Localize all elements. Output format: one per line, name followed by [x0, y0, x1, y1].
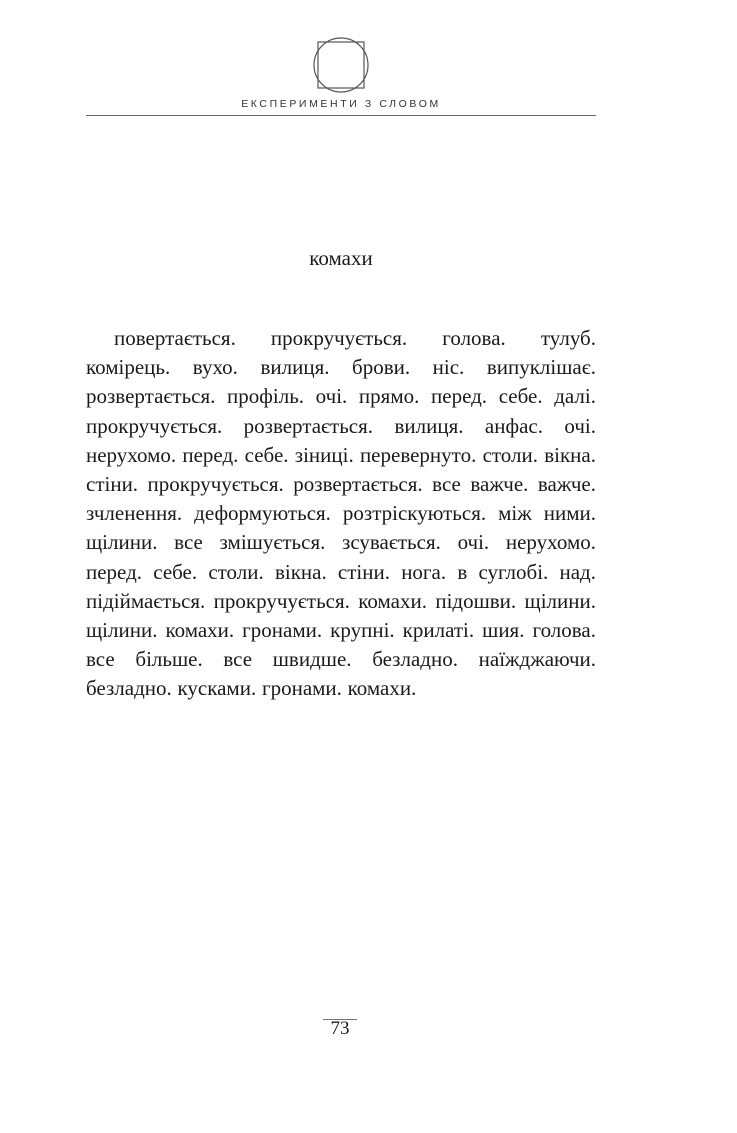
page-number: 73: [330, 1018, 350, 1039]
running-head: ЕКСПЕРИМЕНТИ З СЛОВОМ: [241, 98, 441, 110]
circle-square-emblem-icon: [312, 36, 370, 94]
poem-body: повертається. прокручується. голова. тулуб. комірець. вухо. вилиця. брови. ніс. випуклішає. розвертається. профіль. очі. прямо. перед. себе. далі. прокручується. розвертається. вилиця. анфас. очі. нерухомо. перед. себе. зіниці. перевернуто. столи. вікна. стіни. прокручується. розвертається. все важче. важче. зчленення. деформуються. розтріскуються. між ними. щілини. все змішується. зсувається. очі. нерухомо. перед. себе. столи. вікна. стіни. нога. в суглобі. над. підіймається. прокручується. комахи. підошви. щілини. щілини. комахи. гронами. крупні. крилаті. шия. голова. все більше. все швидше. безладно. наїжджаючи. безладно. кусками. гронами. комахи.: [86, 326, 596, 701]
header-rule: [86, 115, 596, 116]
poem-title: комахи: [309, 246, 373, 270]
